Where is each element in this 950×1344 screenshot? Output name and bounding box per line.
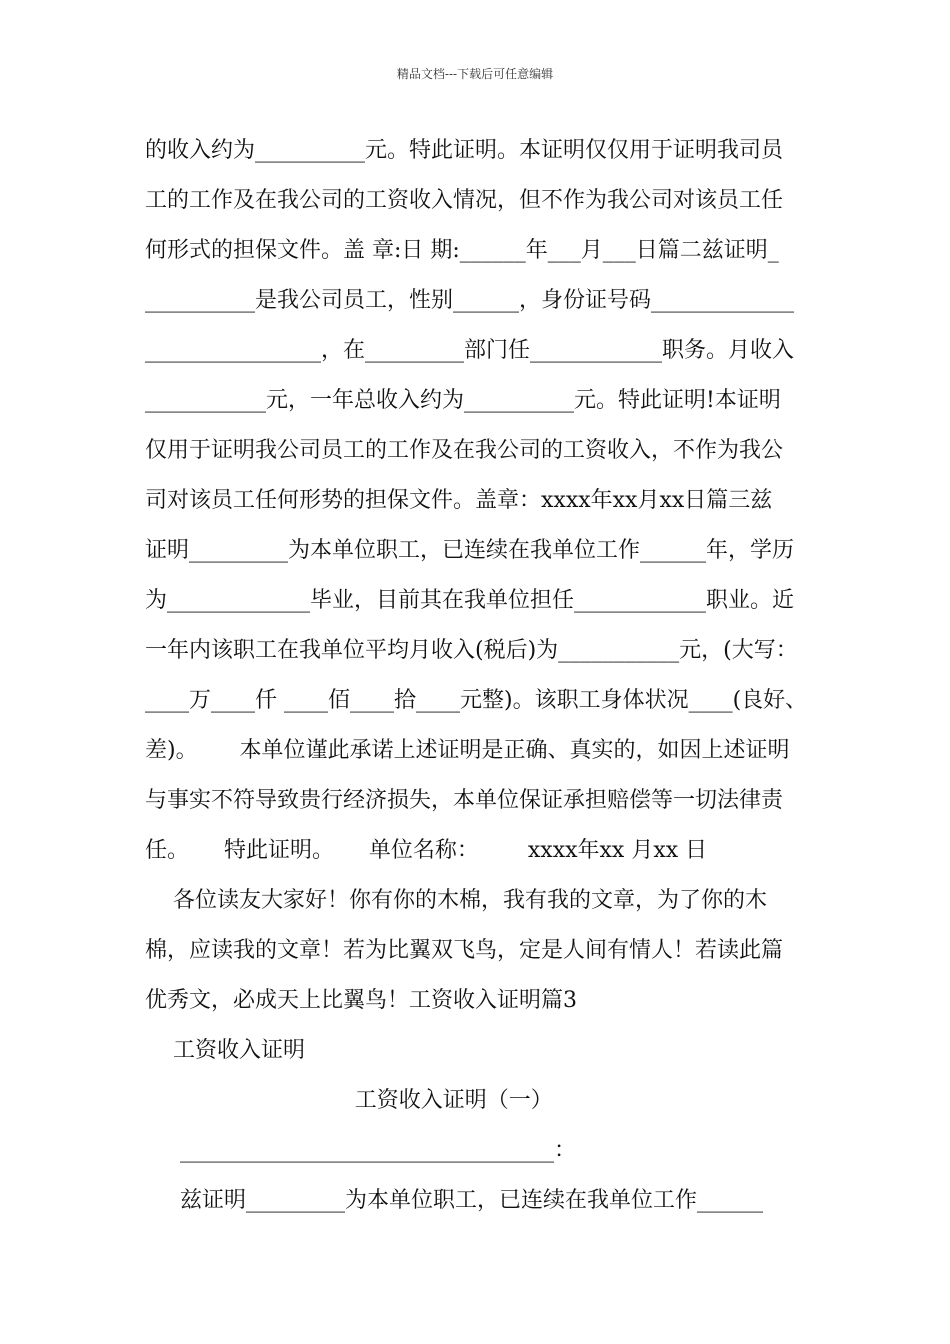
body-line-2: 工的工作及在我公司的工资收入情况，但不作为我公司对该员工任 [145,188,784,213]
body-line-10: 为_____________毕业，目前其在我单位担任____________职业。近 [145,588,795,613]
page-header: 精品文档---下载后可任意编辑 [396,67,554,81]
body-line-21: __________________________________： [145,1138,576,1163]
body-line-18: 优秀文，必成天上比翼鸟！工资收入证明篇3 [145,988,577,1013]
body-line-3: 何形式的担保文件。盖 章:日 期:______年___月___日篇二兹证明_ [145,238,779,263]
body-line-12: ____万____仟 ____佰____拾____元整)。该职工身体状况____(良好、 [145,688,808,713]
body-line-13: 差)。 本单位谨此承诺上述证明是正确、真实的，如因上述证明 [145,738,790,763]
body-line-6: ___________元，一年总收入约为__________元。特此证明!本证明 [145,388,781,413]
body-line-19: 工资收入证明 [145,1038,305,1063]
body-line-15: 任。 特此证明。 单位名称： xxxx年xx 月xx 日 [145,838,708,863]
section-title: 工资收入证明（一） [145,1088,553,1113]
body-line-1: 的收入约为__________元。特此证明。本证明仅仅用于证明我司员 [145,138,784,163]
body-line-11: 一年内该职工在我单位平均月收入(税后)为___________元，(大写： [145,638,798,663]
body-line-8: 司对该员工任何形势的担保文件。盖章：xxxx年xx月xx日篇三兹 [145,488,773,513]
body-line-7: 仅用于证明我公司员工的工作及在我公司的工资收入，不作为我公 [145,438,784,463]
body-line-17: 棉，应读我的文章！若为比翼双飞鸟，定是人间有情人！若读此篇 [145,938,784,963]
body-line-9: 证明_________为本单位职工，已连续在我单位工作______年，学历 [145,538,795,563]
body-line-5: ________________，在_________部门任____________职务。月收入 [145,338,795,363]
body-line-16: 各位读友大家好！你有你的木棉，我有我的文章，为了你的木 [145,888,767,913]
body-line-4: __________是我公司员工，性别______，身份证号码_____________ [145,288,795,313]
body-line-22: 兹证明_________为本单位职工，已连续在我单位工作______ [145,1188,763,1213]
body-line-14: 与事实不符导致贵行经济损失，本单位保证承担赔偿等一切法律责 [145,788,784,813]
